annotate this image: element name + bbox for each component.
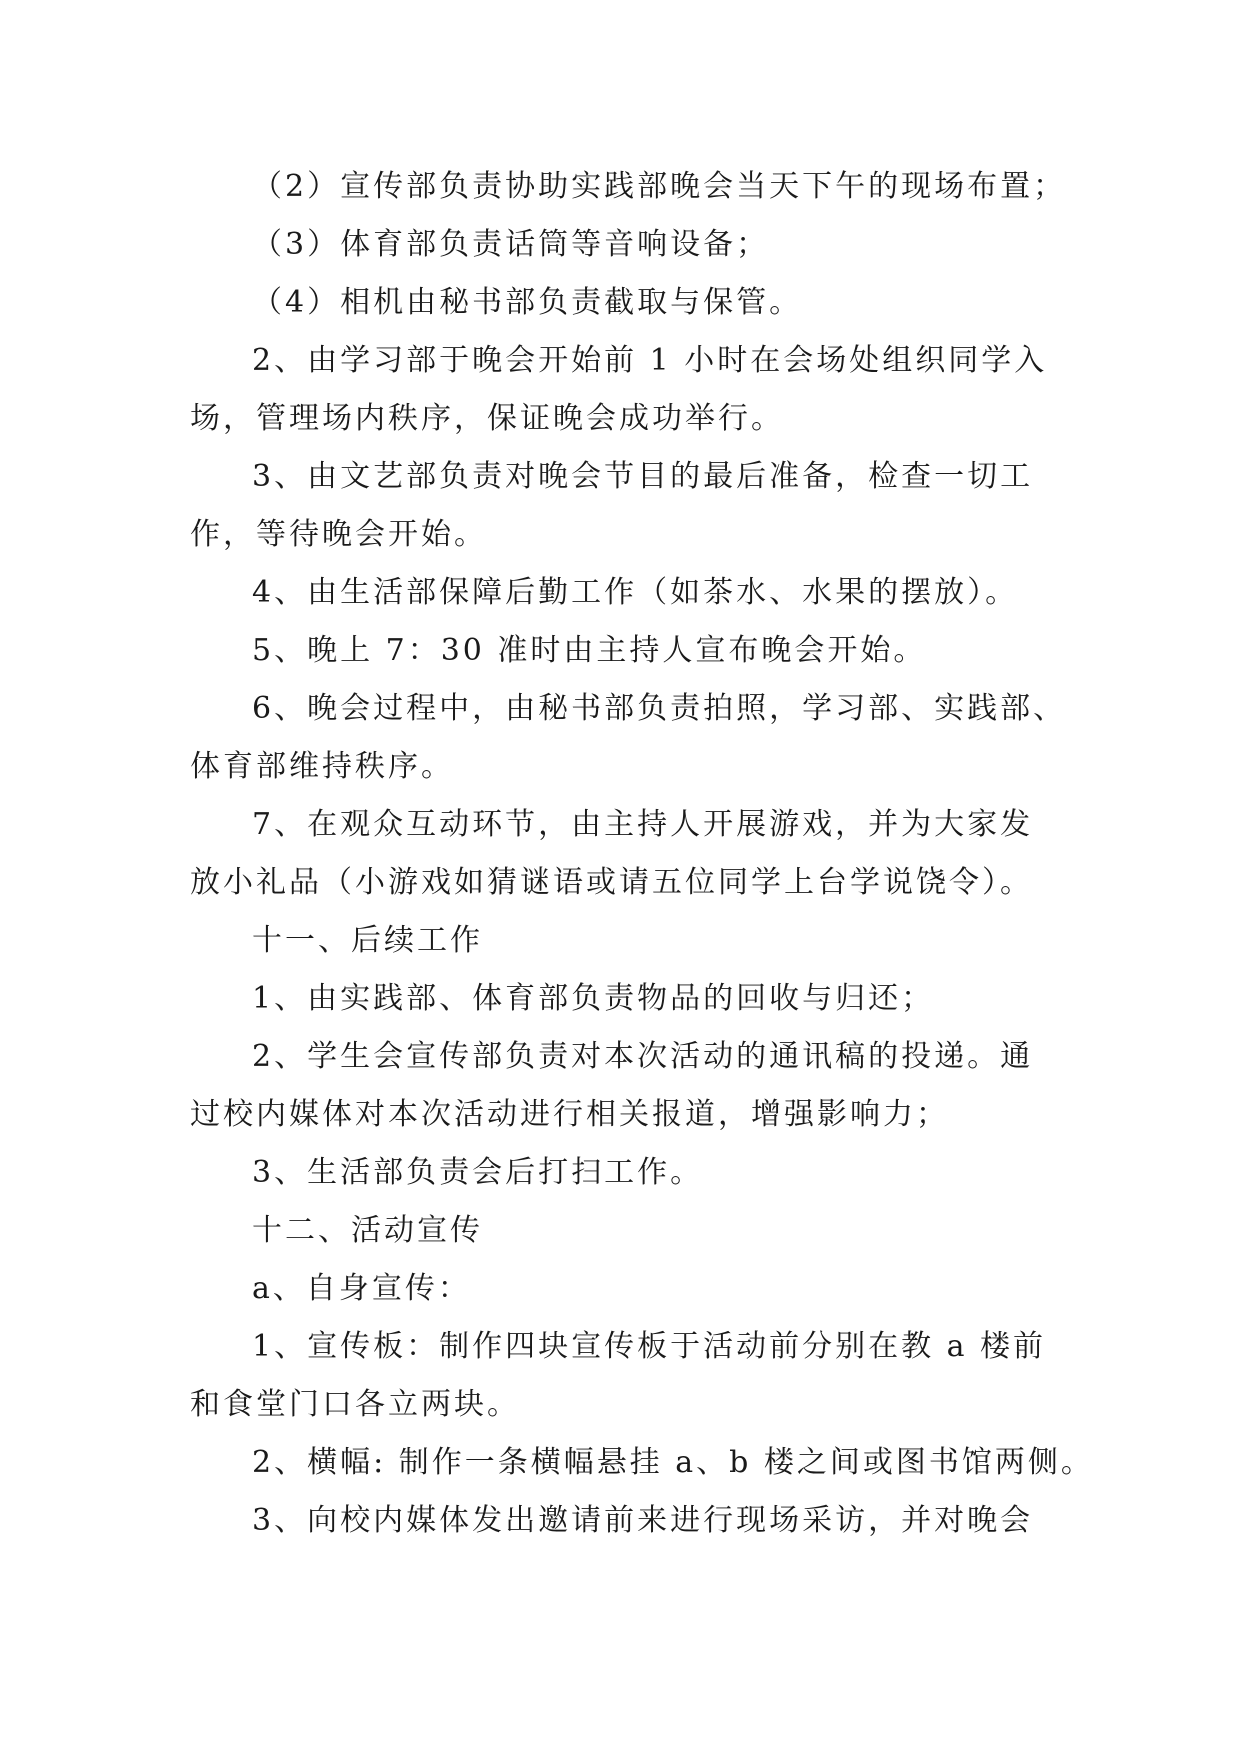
text-line: 体育部维持秩序。 — [190, 749, 454, 784]
text-line: 作，等待晚会开始。 — [190, 517, 487, 552]
text-line: （4）相机由秘书部负责截取与保管。 — [252, 285, 803, 320]
text-line: 3、向校内媒体发出邀请前来进行现场采访，并对晚会 — [252, 1503, 1034, 1538]
text-line: 和食堂门口各立两块。 — [190, 1387, 520, 1422]
text-line: 过校内媒体对本次活动进行相关报道，增强影响力； — [190, 1097, 949, 1132]
text-line: （3）体育部负责话筒等音响设备； — [252, 227, 770, 262]
text-line: a、自身宣传： — [252, 1271, 471, 1306]
text-line: 6、晚会过程中，由秘书部负责拍照，学习部、实践部、 — [252, 691, 1067, 726]
section-heading: 十一、后续工作 — [252, 923, 483, 958]
text-line: 4、由生活部保障后勤工作（如茶水、水果的摆放）。 — [252, 575, 1019, 610]
text-line: 1、宣传板：制作四块宣传板于活动前分别在教 a 楼前 — [252, 1329, 1047, 1364]
text-line: 2、由学习部于晚会开始前 1 小时在会场处组织同学入 — [252, 343, 1048, 378]
text-line: 3、由文艺部负责对晚会节目的最后准备，检查一切工 — [252, 459, 1034, 494]
text-line: 1、由实践部、体育部负责物品的回收与归还； — [252, 981, 935, 1016]
text-line: 2、学生会宣传部负责对本次活动的通讯稿的投递。通 — [252, 1039, 1034, 1074]
section-heading: 十二、活动宣传 — [252, 1213, 483, 1248]
text-line: 场，管理场内秩序，保证晚会成功举行。 — [190, 401, 784, 436]
text-line: 7、在观众互动环节，由主持人开展游戏，并为大家发 — [252, 807, 1034, 842]
text-line: 5、晚上 7：30 准时由主持人宣布晚会开始。 — [252, 633, 927, 668]
text-line: （2）宣传部负责协助实践部晚会当天下午的现场布置； — [252, 169, 1067, 204]
text-line: 放小礼品（小游戏如猜谜语或请五位同学上台学说饶令）。 — [190, 865, 1033, 900]
text-line: 2、横幅: 制作一条横幅悬挂 a、b 楼之间或图书馆两侧。 — [252, 1445, 1094, 1480]
document-body — [190, 158, 1094, 1550]
text-line: 3、生活部负责会后打扫工作。 — [252, 1155, 704, 1190]
